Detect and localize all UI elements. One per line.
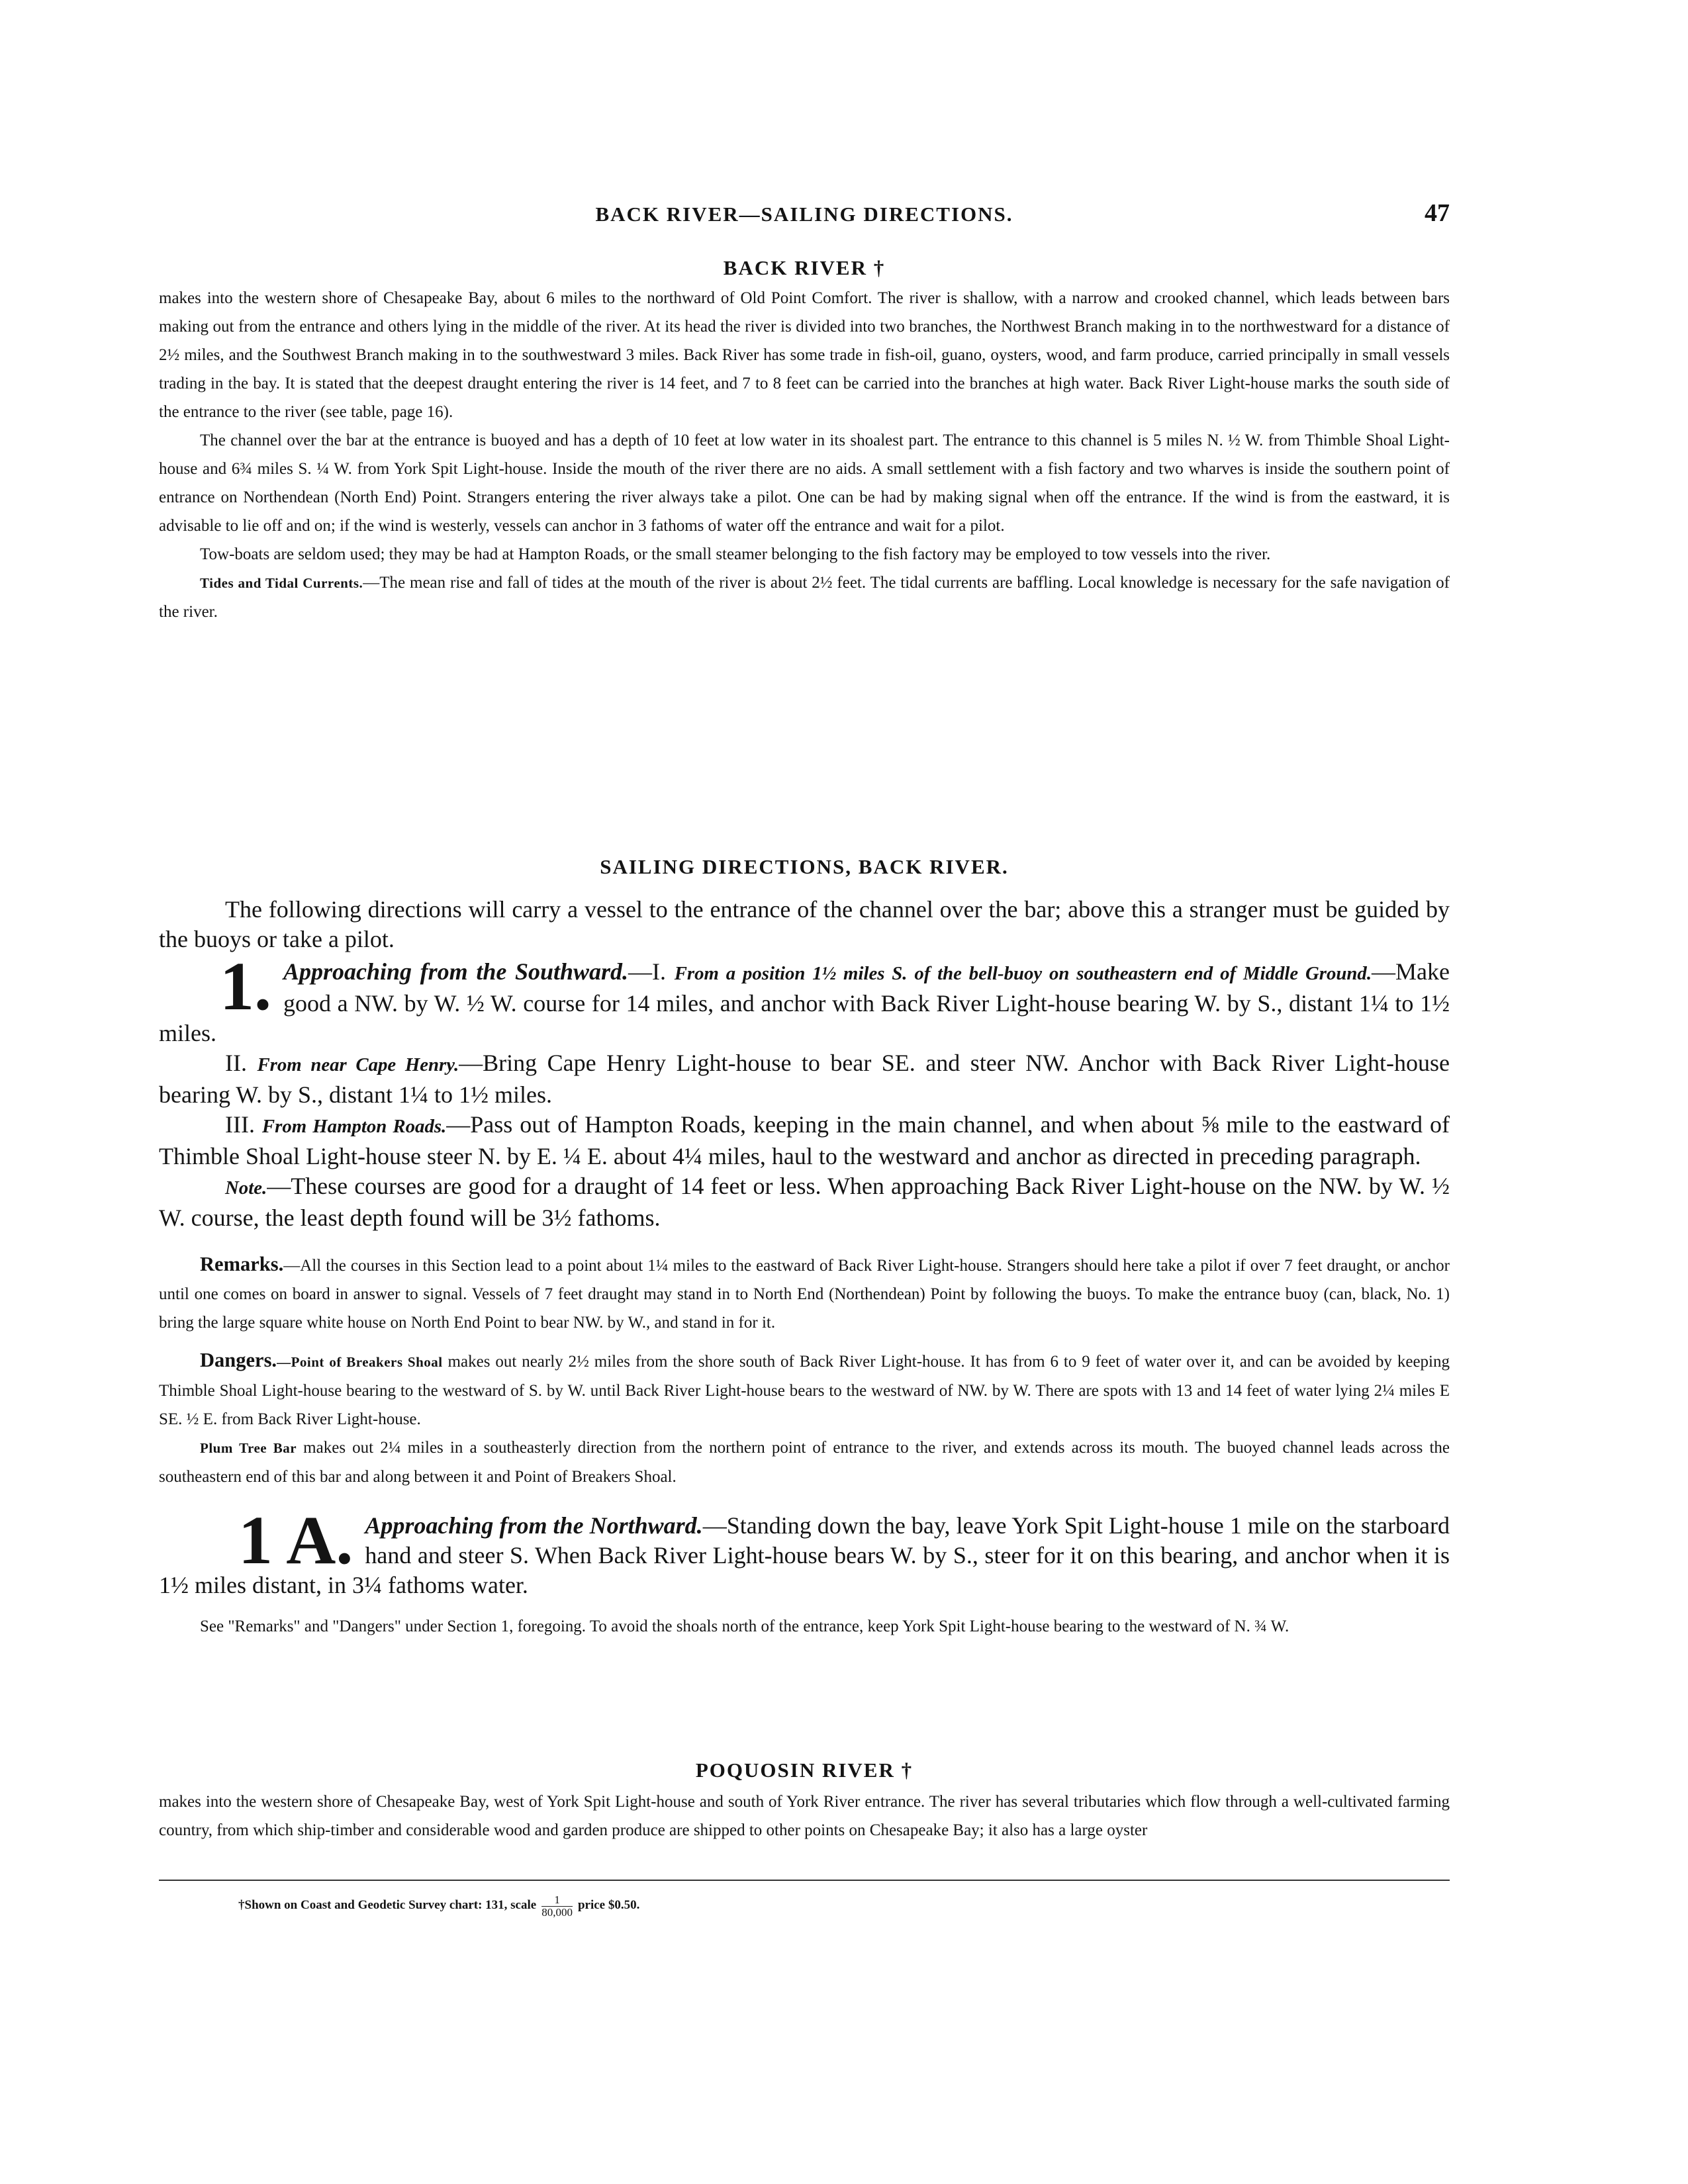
- sailing-intro: The following directions will carry a vessel to the entrance of the channel over the bar; above this a stranger must be guided by the buoys or take a pilot.: [159, 896, 1450, 952]
- scale-denominator: 80,000: [541, 1906, 573, 1919]
- section-1-i-label: From a position 1½ miles S. of the bell-buoy on southeastern end of Middle Ground.: [674, 963, 1372, 984]
- remarks-label: Remarks.: [200, 1253, 284, 1275]
- section-1-ii-label: From near Cape Henry.: [257, 1054, 459, 1075]
- footnote-text: †Shown on Coast and Geodetic Survey chart: 131, scale: [238, 1898, 537, 1913]
- back-river-section: [159, 255, 1450, 626]
- scale-fraction: [541, 1894, 573, 1919]
- section-1-number: 1.: [220, 948, 271, 1024]
- plum-tree-label: Plum Tree Bar: [200, 1440, 297, 1456]
- section-1-title: Approaching from the Southward.: [283, 958, 629, 985]
- footnote-price: price $0.50.: [577, 1898, 640, 1913]
- running-header: [159, 199, 1450, 232]
- back-river-heading: [159, 255, 1450, 281]
- section-1-paragraph-ii: [159, 1048, 1450, 1110]
- plum-tree-text: makes out 2¼ miles in a southeasterly direction from the northern point of entrance to the river, and extends across its mouth. The buoyed channel leads across the southeastern end of this bar and along between it and Point of Breakers Shoal.: [159, 1439, 1450, 1486]
- section-1a-title: Approaching from the Northward.: [365, 1512, 703, 1539]
- section-1-i-text: —Make good a NW. by W. ½ W. course for 14 miles, and anchor with Back River Light-house bearing W. by S., distant 1¼ to 1½ miles.: [159, 958, 1450, 1046]
- footnote-rule: [159, 1880, 1450, 1881]
- back-river-paragraph-4: [159, 569, 1450, 626]
- poquosin-heading-text: POQUOSIN RIVER: [695, 1758, 895, 1782]
- dangers-sub-label: —Point of Breakers Shoal: [277, 1354, 443, 1370]
- section-1-iii-text: —Pass out of Hampton Roads, keeping in the main channel, and when about ⅝ mile to the eastward of Thimble Shoal Light-house steer N. by E. ¼ E. about 4¼ miles, haul to the westward and anchor as directed in preceding paragraph.: [159, 1111, 1450, 1169]
- tides-text: —The mean rise and fall of tides at the mouth of the river is about 2½ feet. The tidal currents are baffling. Local knowledge is necessary for the safe navigation of the river.: [159, 574, 1450, 621]
- dagger-mark: †: [873, 256, 886, 279]
- section-1-ii-text: —Bring Cape Henry Light-house to bear SE. and steer NW. Anchor with Back River Light-house bearing W. by S., distant 1¼ to 1½ miles.: [159, 1050, 1450, 1108]
- poquosin-section: [159, 1757, 1450, 1844]
- dangers-paragraph: [159, 1346, 1450, 1433]
- section-1a-number: 1 A.: [238, 1502, 353, 1578]
- sailing-directions-section: [159, 854, 1450, 1641]
- sailing-directions-heading: SAILING DIRECTIONS, BACK RIVER.: [600, 855, 1009, 878]
- section-1-iii-num: III.: [225, 1111, 255, 1138]
- plum-tree-paragraph: [159, 1433, 1450, 1491]
- dagger-mark: †: [901, 1758, 914, 1782]
- section-1-paragraph-i: [159, 948, 1450, 1048]
- dangers-text: makes out nearly 2½ miles from the shore south of Back River Light-house. It has from 6 to 9 feet of water over it, and can be avoided by keeping Thimble Shoal Light-house bearing to the westward of S. by W. until Back River Light-house bears to the westward of NW. by W. There are spots with 13 and 14 feet of water lying 2¼ miles E SE. ½ E. from Back River Light-house.: [159, 1353, 1450, 1428]
- dangers-label: Dangers.: [200, 1349, 277, 1371]
- note-paragraph: [159, 1171, 1450, 1233]
- back-river-paragraph-3: Tow-boats are seldom used; they may be had at Hampton Roads, or the small steamer belonging to the fish factory may be employed to tow vessels into the river.: [200, 545, 1271, 563]
- poquosin-paragraph: makes into the western shore of Chesapeake Bay, west of York Spit Light-house and south of York River entrance. The river has several tributaries which flow through a well-cultivated farming country, from which ship-timber and considerable wood and garden produce are shipped to other points on Chesapeake Bay; it also has a large oyster: [159, 1793, 1450, 1839]
- note-text: —These courses are good for a draught of 14 feet or less. When approaching Back River Light-house on the NW. by W. ½ W. course, the least depth found will be 3½ fathoms.: [159, 1173, 1450, 1231]
- remarks-text: —All the courses in this Section lead to a point about 1¼ miles to the eastward of Back River Light-house. Strangers should here take a pilot if over 7 feet draught, or anchor until one comes on board in answer to signal. Vessels of 7 feet draught may stand in to North End (Northendean) Point by following the buoys. To make the entrance buoy (can, black, No. 1) bring the large square white house on North End Point to bear NW. by W., and stand in for it.: [159, 1257, 1450, 1332]
- see-remarks-paragraph: See "Remarks" and "Dangers" under Section 1, foregoing. To avoid the shoals north of the entrance, keep York Spit Light-house bearing to the westward of N. ¾ W.: [200, 1617, 1289, 1635]
- section-1a: [159, 1502, 1450, 1600]
- back-river-paragraph-1: makes into the western shore of Chesapeake Bay, about 6 miles to the northward of Old Point Comfort. The river is shallow, with a narrow and crooked channel, which leads between bars making out from the entrance and others lying in the middle of the river. At its head the river is divided into two branches, the Northwest Branch making in to the northwestward for a distance of 2½ miles, and the Southwest Branch making in to the southwestward 3 miles. Back River has some trade in fish-oil, guano, oysters, wood, and farm produce, carried principally in small vessels trading in the bay. It is stated that the deepest draught entering the river is 14 feet, and 7 to 8 feet can be carried into the branches at high water. Back River Light-house marks the south side of the entrance to the river (see table, page 16).: [159, 289, 1450, 421]
- section-1-i-pre: —I.: [628, 958, 667, 985]
- footnote: [238, 1894, 1231, 1919]
- back-river-paragraph-2: The channel over the bar at the entrance is buoyed and has a depth of 10 feet at low water in its shoalest part. The entrance to this channel is 5 miles N. ½ W. from Thimble Shoal Light-house and 6¾ miles S. ¼ W. from York Spit Light-house. Inside the mouth of the river there are no aids. A small settlement with a fish factory and two wharves is inside the southern point of entrance on Northendean (North End) Point. Strangers entering the river always take a pilot. One can be had by making signal when off the entrance. If the wind is from the eastward, it is advisable to lie off and on; if the wind is westerly, vessels can anchor in 3 fathoms of water off the entrance and wait for a pilot.: [159, 432, 1450, 535]
- note-label: Note.: [225, 1177, 267, 1199]
- scale-numerator: 1: [541, 1894, 573, 1907]
- section-1-iii-label: From Hampton Roads.: [261, 1116, 447, 1137]
- header-title: BACK RIVER—SAILING DIRECTIONS.: [595, 203, 1013, 226]
- back-river-heading-text: BACK RIVER: [723, 256, 867, 279]
- tides-label: Tides and Tidal Currents.: [200, 575, 363, 591]
- poquosin-heading: [159, 1757, 1450, 1784]
- section-1: [159, 948, 1450, 1048]
- section-1-ii-num: II.: [225, 1050, 247, 1076]
- remarks-paragraph: [159, 1250, 1450, 1337]
- section-1-paragraph-iii: [159, 1110, 1450, 1171]
- section-1a-text: —Standing down the bay, leave York Spit Light-house 1 mile on the starboard hand and steer S. When Back River Light-house bears W. by S., steer for it on this bearing, and anchor when it is 1½ miles distant, in 3¼ fathoms water.: [159, 1512, 1450, 1598]
- page-number: 47: [1425, 199, 1450, 227]
